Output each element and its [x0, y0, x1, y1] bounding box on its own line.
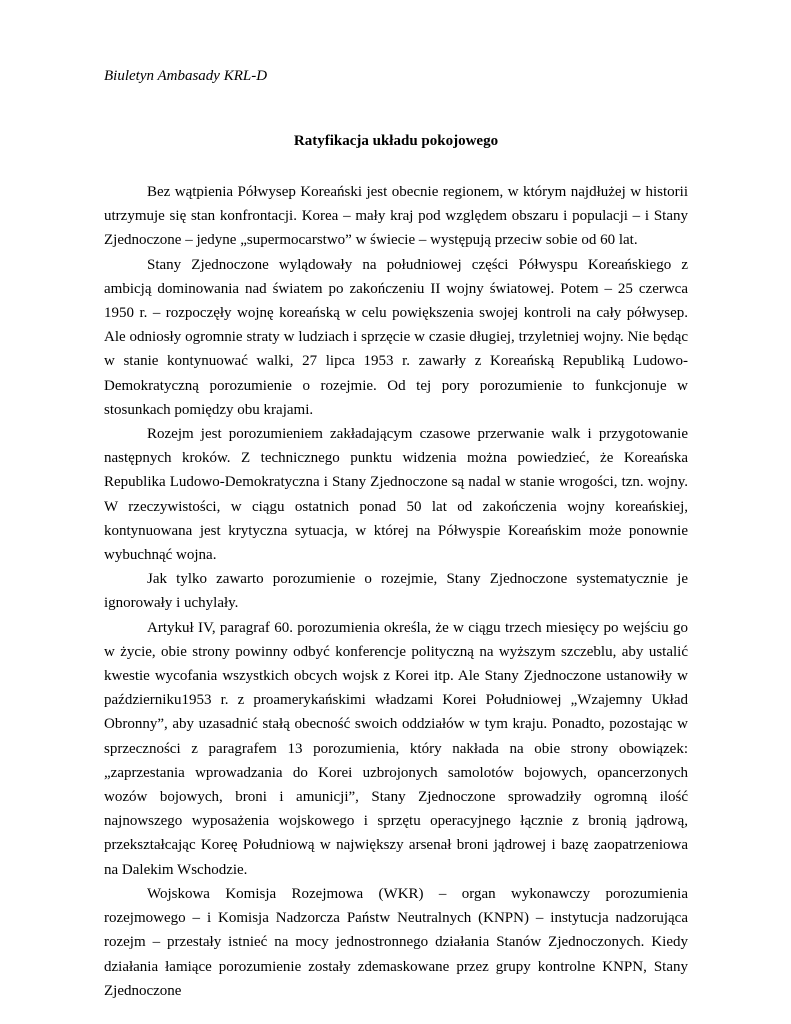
document-title: Ratyfikacja układu pokojowego [293, 133, 499, 149]
document-body [104, 180, 688, 1003]
paragraph: Wojskowa Komisja Rozejmowa (WKR) – organ wykonawczy porozumienia rozejmowego – i Komisja Nadzorcza Państw Neutralnych (KNPN) – instytucja nadzorująca rozejm – przestały istnieć na mocy jednostronnego działania Stanów Zjednoczonych. Kiedy działania łamiące porozumienie zostały zdemaskowane przez grupy kontrolne KNPN, Stany Zjednoczone [104, 885, 688, 999]
paragraph: Stany Zjednoczone wylądowały na południowej części Półwyspu Koreańskiego z ambicją dominowania nad światem po zakończeniu II wojny światowej. Potem – 25 czerwca 1950 r. – rozpoczęły wojnę koreańską w celu powiększenia swojej kontroli na cały półwysep. Ale odniosły ogromnie straty w ludziach i sprzęcie w czasie długiej, trzyletniej wojny. Nie będąc w stanie kontynuować walki, 27 lipca 1953 r. zawarły z Koreańską Republiką Ludowo-Demokratyczną porozumienie o rozejmie. Od tej pory porozumienie to funkcjonuje w stosunkach pomiędzy obu krajami. [104, 256, 688, 418]
paragraph: Jak tylko zawarto porozumienie o rozejmie, Stany Zjednoczone systematycznie je ignorowały i uchylały. [104, 571, 688, 612]
paragraph: Bez wątpienia Półwysep Koreański jest obecnie regionem, w którym najdłużej w historii utrzymuje się stan konfrontacji. Korea – mały kraj pod względem obszaru i populacji – i Stany Zjednoczone – jedyne „supermocarstwo” w świecie – występują przeciw sobie od 60 lat. [104, 184, 688, 249]
document-header: Biuletyn Ambasady KRL-D [104, 68, 268, 84]
paragraph: Artykuł IV, paragraf 60. porozumienia określa, że w ciągu trzech miesięcy po wejściu go w życie, obie strony powinny odbyć konferencje polityczną na wyższym szczeblu, aby ustalić kwestie wycofania wszystkich obcych wojsk z Korei itp. Ale Stany Zjednoczone ustanowiły w październiku1953 r. z proamerykańskimi władzami Korei Południowej „Wzajemny Układ Obronny”, aby uzasadnić stałą obecność swoich oddziałów w tym kraju. Ponadto, pozostając w sprzeczności z paragrafem 13 porozumienia, który nakłada na obie strony obowiązek: „zaprzestania wprowadzania do Korei uzbrojonych samolotów bojowych, opancerzonych wozów bojowych, broni i amunicji”, Stany Zjednoczone sprowadziły ogromną ilość najnowszego wyposażenia wojskowego i sprzętu operacyjnego łącznie z bronią jądrową, przekształcając Koreę Południową w największy arsenał broni jądrowej i bazę zaopatrzeniowa na Dalekim Wschodzie. [104, 619, 688, 878]
paragraph: Rozejm jest porozumieniem zakładającym czasowe przerwanie walk i przygotowanie następnych kroków. Z technicznego punktu widzenia można powiedzieć, że Koreańska Republika Ludowo-Demokratyczna i Stany Zjednoczone są nadal w stanie wrogości, tzn. wojny. W rzeczywistości, w ciągu ostatnich ponad 50 lat od zakończenia wojny koreańskiej, kontynuowana jest krytyczna sytuacja, w której na Półwyspie Koreańskim może ponownie wybuchnąć wojna. [104, 426, 688, 564]
